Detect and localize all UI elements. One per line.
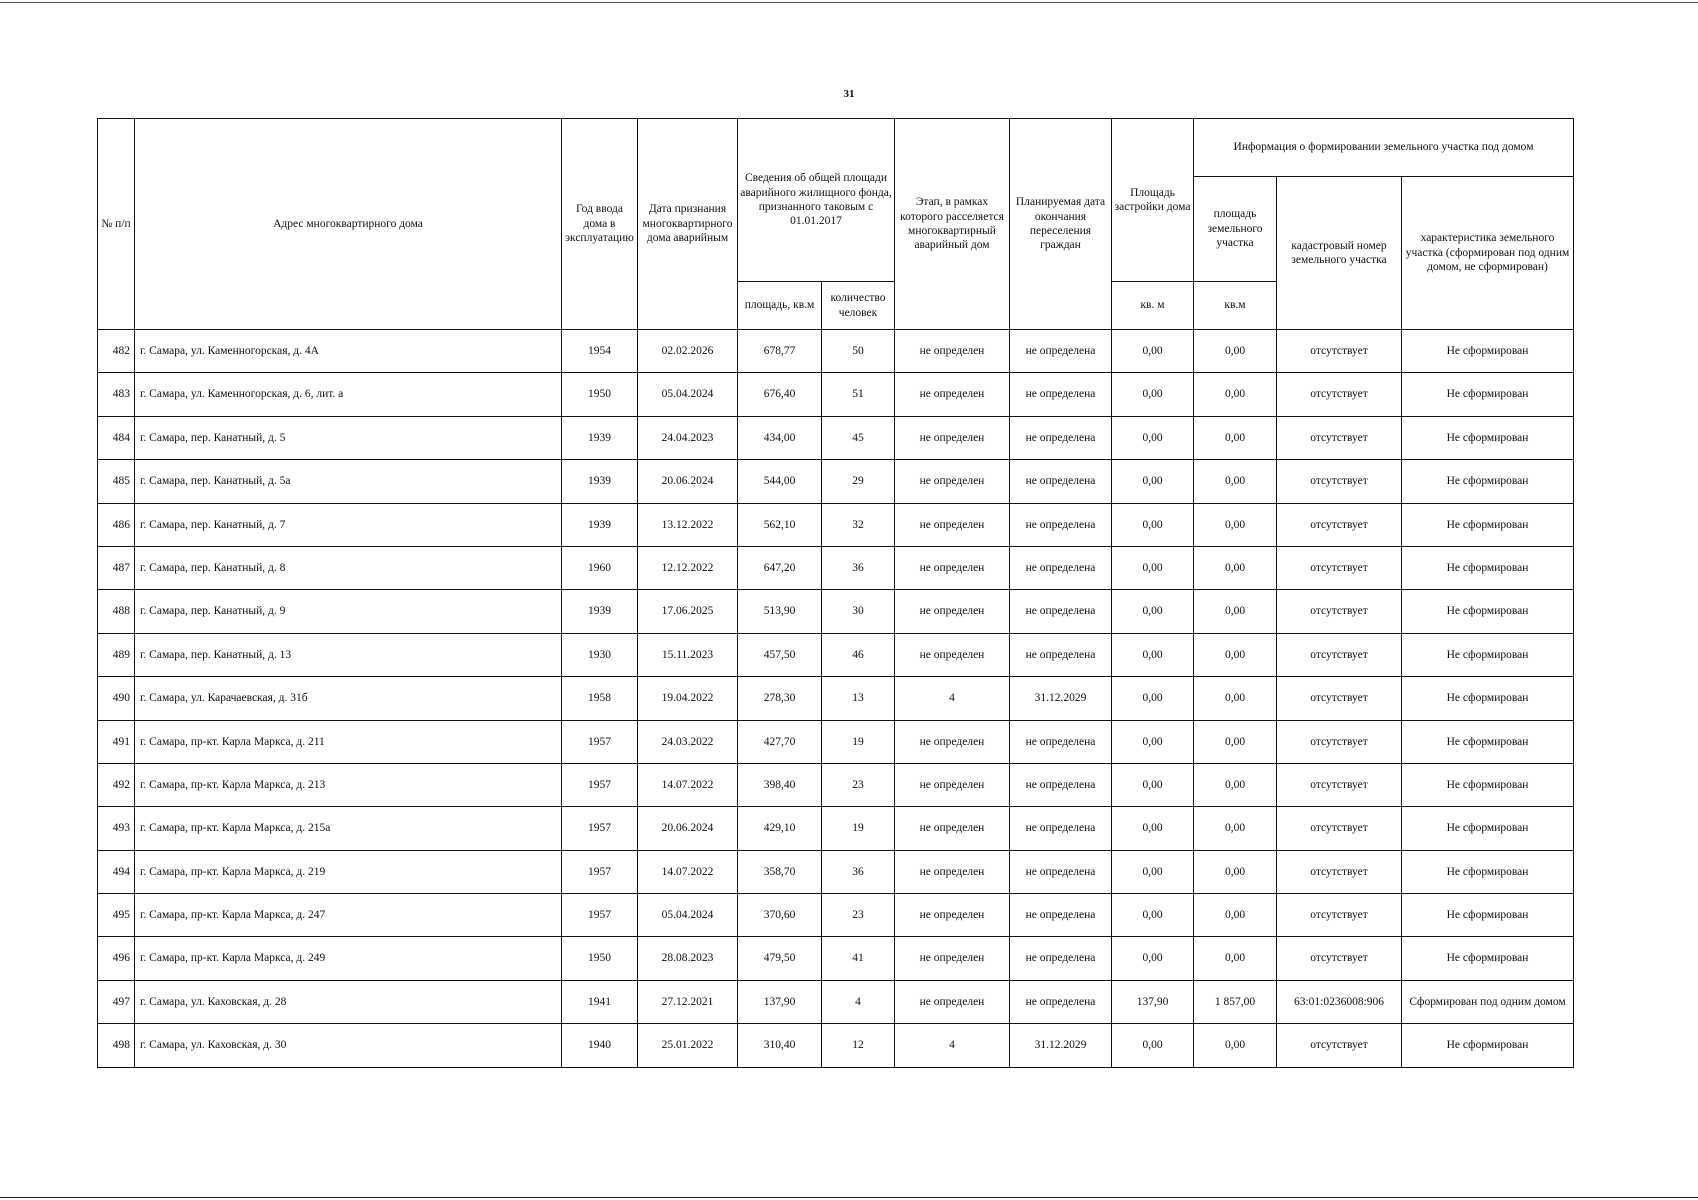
scan-bottom-line [0, 1197, 1698, 1198]
row-people: 50 [822, 330, 895, 373]
row-land-area: 0,00 [1194, 1024, 1277, 1067]
row-land-area: 0,00 [1194, 373, 1277, 416]
row-number: 495 [98, 894, 135, 937]
row-characteristic: Не сформирован [1402, 460, 1574, 503]
row-stage: не определен [895, 416, 1010, 459]
row-address: г. Самара, ул. Каховская, д. 28 [135, 980, 562, 1023]
row-year: 1957 [562, 894, 638, 937]
row-build-area: 0,00 [1112, 807, 1194, 850]
row-people: 23 [822, 763, 895, 806]
row-build-area: 0,00 [1112, 937, 1194, 980]
row-date: 19.04.2022 [638, 677, 738, 720]
table-row [98, 807, 1574, 850]
table-row [98, 590, 1574, 633]
row-people: 12 [822, 1024, 895, 1067]
row-planned-date: 31.12.2029 [1010, 1024, 1112, 1067]
row-year: 1954 [562, 330, 638, 373]
row-area: 678,77 [738, 330, 822, 373]
table-row [98, 416, 1574, 459]
row-stage: не определен [895, 330, 1010, 373]
row-land-area: 0,00 [1194, 937, 1277, 980]
row-land-area: 0,00 [1194, 720, 1277, 763]
row-planned-date: не определена [1010, 937, 1112, 980]
row-address: г. Самара, пер. Канатный, д. 9 [135, 590, 562, 633]
row-characteristic: Не сформирован [1402, 763, 1574, 806]
row-build-area: 0,00 [1112, 677, 1194, 720]
table-row [98, 980, 1574, 1023]
row-area: 429,10 [738, 807, 822, 850]
row-people: 36 [822, 546, 895, 589]
row-area: 370,60 [738, 894, 822, 937]
row-address: г. Самара, пер. Канатный, д. 7 [135, 503, 562, 546]
row-number: 483 [98, 373, 135, 416]
row-number: 482 [98, 330, 135, 373]
row-cadastral: 63:01:0236008:906 [1277, 980, 1402, 1023]
row-date: 24.03.2022 [638, 720, 738, 763]
row-address: г. Самара, пер. Канатный, д. 5а [135, 460, 562, 503]
row-planned-date: не определена [1010, 590, 1112, 633]
row-build-area: 0,00 [1112, 330, 1194, 373]
row-area: 427,70 [738, 720, 822, 763]
row-year: 1939 [562, 416, 638, 459]
row-characteristic: Не сформирован [1402, 330, 1574, 373]
row-date: 14.07.2022 [638, 763, 738, 806]
row-date: 24.04.2023 [638, 416, 738, 459]
row-build-area: 0,00 [1112, 373, 1194, 416]
row-characteristic: Не сформирован [1402, 937, 1574, 980]
row-stage: не определен [895, 807, 1010, 850]
row-stage: не определен [895, 720, 1010, 763]
row-year: 1950 [562, 937, 638, 980]
row-address: г. Самара, ул. Каховская, д. 30 [135, 1024, 562, 1067]
row-characteristic: Сформирован под одним домом [1402, 980, 1574, 1023]
table-body [98, 330, 1574, 1068]
row-characteristic: Не сформирован [1402, 590, 1574, 633]
row-planned-date: не определена [1010, 894, 1112, 937]
row-number: 489 [98, 633, 135, 676]
row-address: г. Самара, пер. Канатный, д. 13 [135, 633, 562, 676]
row-date: 20.06.2024 [638, 460, 738, 503]
row-year: 1939 [562, 503, 638, 546]
table-row [98, 1024, 1574, 1067]
row-cadastral: отсутствует [1277, 1024, 1402, 1067]
row-year: 1960 [562, 546, 638, 589]
row-stage: не определен [895, 633, 1010, 676]
table-row [98, 937, 1574, 980]
row-year: 1939 [562, 590, 638, 633]
row-number: 496 [98, 937, 135, 980]
row-stage: не определен [895, 460, 1010, 503]
row-land-area: 0,00 [1194, 503, 1277, 546]
row-address: г. Самара, ул. Каменногорская, д. 6, лит. а [135, 373, 562, 416]
row-cadastral: отсутствует [1277, 677, 1402, 720]
row-address: г. Самара, пр-кт. Карла Маркса, д. 215а [135, 807, 562, 850]
row-year: 1957 [562, 720, 638, 763]
row-planned-date: не определена [1010, 460, 1112, 503]
row-number: 497 [98, 980, 135, 1023]
row-year: 1950 [562, 373, 638, 416]
table-row [98, 460, 1574, 503]
header-date-recognition: Дата признания многоквартирного дома аварийным [638, 119, 738, 330]
row-characteristic: Не сформирован [1402, 633, 1574, 676]
row-address: г. Самара, пр-кт. Карла Маркса, д. 249 [135, 937, 562, 980]
scan-top-line [0, 2, 1698, 3]
row-build-area: 0,00 [1112, 416, 1194, 459]
row-cadastral: отсутствует [1277, 590, 1402, 633]
header-people: количество человек [822, 282, 895, 330]
header-planned-date: Планируемая дата окончания переселения граждан [1010, 119, 1112, 330]
row-build-area: 0,00 [1112, 460, 1194, 503]
row-land-area: 0,00 [1194, 546, 1277, 589]
row-date: 05.04.2024 [638, 373, 738, 416]
row-people: 19 [822, 807, 895, 850]
row-year: 1958 [562, 677, 638, 720]
row-stage: не определен [895, 546, 1010, 589]
row-area: 647,20 [738, 546, 822, 589]
page-number: 31 [843, 88, 855, 100]
row-date: 13.12.2022 [638, 503, 738, 546]
row-date: 02.02.2026 [638, 330, 738, 373]
row-date: 12.12.2022 [638, 546, 738, 589]
row-date: 17.06.2025 [638, 590, 738, 633]
row-year: 1930 [562, 633, 638, 676]
row-date: 20.06.2024 [638, 807, 738, 850]
row-year: 1941 [562, 980, 638, 1023]
row-date: 14.07.2022 [638, 850, 738, 893]
row-land-area: 0,00 [1194, 416, 1277, 459]
row-build-area: 0,00 [1112, 546, 1194, 589]
row-year: 1957 [562, 850, 638, 893]
row-area: 676,40 [738, 373, 822, 416]
row-area: 310,40 [738, 1024, 822, 1067]
header-cadastral: кадастровый номер земельного участка [1277, 177, 1402, 330]
row-stage: не определен [895, 850, 1010, 893]
row-year: 1957 [562, 763, 638, 806]
row-cadastral: отсутствует [1277, 720, 1402, 763]
row-address: г. Самара, пр-кт. Карла Маркса, д. 213 [135, 763, 562, 806]
row-build-area: 0,00 [1112, 720, 1194, 763]
row-planned-date: не определена [1010, 720, 1112, 763]
row-people: 32 [822, 503, 895, 546]
row-planned-date: не определена [1010, 373, 1112, 416]
header-land-area: площадь земельного участка [1194, 177, 1277, 282]
row-planned-date: не определена [1010, 416, 1112, 459]
row-number: 493 [98, 807, 135, 850]
row-address: г. Самара, пр-кт. Карла Маркса, д. 247 [135, 894, 562, 937]
row-number: 490 [98, 677, 135, 720]
header-unit-land: кв.м [1194, 282, 1277, 330]
row-cadastral: отсутствует [1277, 546, 1402, 589]
table-row [98, 633, 1574, 676]
header-area-sq: площадь, кв.м [738, 282, 822, 330]
row-cadastral: отсутствует [1277, 330, 1402, 373]
row-planned-date: 31.12.2029 [1010, 677, 1112, 720]
row-characteristic: Не сформирован [1402, 807, 1574, 850]
row-cadastral: отсутствует [1277, 373, 1402, 416]
row-stage: не определен [895, 937, 1010, 980]
row-build-area: 137,90 [1112, 980, 1194, 1023]
row-people: 13 [822, 677, 895, 720]
table-row [98, 850, 1574, 893]
row-cadastral: отсутствует [1277, 937, 1402, 980]
header-address: Адрес многоквартирного дома [135, 119, 562, 330]
row-people: 45 [822, 416, 895, 459]
row-build-area: 0,00 [1112, 850, 1194, 893]
row-area: 358,70 [738, 850, 822, 893]
row-number: 487 [98, 546, 135, 589]
row-planned-date: не определена [1010, 546, 1112, 589]
row-area: 137,90 [738, 980, 822, 1023]
row-land-area: 0,00 [1194, 763, 1277, 806]
row-people: 19 [822, 720, 895, 763]
row-build-area: 0,00 [1112, 633, 1194, 676]
row-address: г. Самара, пр-кт. Карла Маркса, д. 211 [135, 720, 562, 763]
table-row [98, 546, 1574, 589]
row-cadastral: отсутствует [1277, 763, 1402, 806]
row-area: 544,00 [738, 460, 822, 503]
row-area: 278,30 [738, 677, 822, 720]
row-address: г. Самара, ул. Каменногорская, д. 4А [135, 330, 562, 373]
row-people: 30 [822, 590, 895, 633]
table-row [98, 373, 1574, 416]
row-characteristic: Не сформирован [1402, 677, 1574, 720]
row-cadastral: отсутствует [1277, 416, 1402, 459]
row-number: 498 [98, 1024, 135, 1067]
row-people: 29 [822, 460, 895, 503]
header-build-area: Площадь застройки дома [1112, 119, 1194, 282]
table-row [98, 894, 1574, 937]
row-land-area: 0,00 [1194, 460, 1277, 503]
row-area: 513,90 [738, 590, 822, 633]
row-area: 434,00 [738, 416, 822, 459]
row-stage: не определен [895, 763, 1010, 806]
row-people: 41 [822, 937, 895, 980]
row-address: г. Самара, пр-кт. Карла Маркса, д. 219 [135, 850, 562, 893]
row-land-area: 0,00 [1194, 894, 1277, 937]
row-stage: не определен [895, 503, 1010, 546]
row-cadastral: отсутствует [1277, 894, 1402, 937]
row-area: 457,50 [738, 633, 822, 676]
row-cadastral: отсутствует [1277, 633, 1402, 676]
row-characteristic: Не сформирован [1402, 416, 1574, 459]
row-characteristic: Не сформирован [1402, 503, 1574, 546]
row-build-area: 0,00 [1112, 503, 1194, 546]
row-number: 492 [98, 763, 135, 806]
table-row [98, 677, 1574, 720]
row-characteristic: Не сформирован [1402, 850, 1574, 893]
row-planned-date: не определена [1010, 330, 1112, 373]
row-year: 1957 [562, 807, 638, 850]
row-planned-date: не определена [1010, 850, 1112, 893]
header-area-info: Сведения об общей площади аварийного жилищного фонда, признанного таковым с 01.01.2017 [738, 119, 895, 282]
row-characteristic: Не сформирован [1402, 720, 1574, 763]
row-planned-date: не определена [1010, 503, 1112, 546]
row-date: 28.08.2023 [638, 937, 738, 980]
row-year: 1939 [562, 460, 638, 503]
row-cadastral: отсутствует [1277, 503, 1402, 546]
row-address: г. Самара, пер. Канатный, д. 5 [135, 416, 562, 459]
row-area: 398,40 [738, 763, 822, 806]
row-build-area: 0,00 [1112, 1024, 1194, 1067]
row-land-area: 1 857,00 [1194, 980, 1277, 1023]
row-number: 488 [98, 590, 135, 633]
row-cadastral: отсутствует [1277, 807, 1402, 850]
row-stage: не определен [895, 894, 1010, 937]
row-cadastral: отсутствует [1277, 850, 1402, 893]
row-cadastral: отсутствует [1277, 460, 1402, 503]
table-row [98, 720, 1574, 763]
row-people: 51 [822, 373, 895, 416]
row-stage: 4 [895, 677, 1010, 720]
row-date: 25.01.2022 [638, 1024, 738, 1067]
emergency-housing-table [97, 118, 1574, 1068]
row-stage: не определен [895, 590, 1010, 633]
row-planned-date: не определена [1010, 980, 1112, 1023]
row-characteristic: Не сформирован [1402, 546, 1574, 589]
row-characteristic: Не сформирован [1402, 373, 1574, 416]
row-planned-date: не определена [1010, 807, 1112, 850]
row-characteristic: Не сформирован [1402, 1024, 1574, 1067]
row-planned-date: не определена [1010, 763, 1112, 806]
row-address: г. Самара, пер. Канатный, д. 8 [135, 546, 562, 589]
row-land-area: 0,00 [1194, 330, 1277, 373]
row-land-area: 0,00 [1194, 850, 1277, 893]
row-land-area: 0,00 [1194, 633, 1277, 676]
row-year: 1940 [562, 1024, 638, 1067]
row-characteristic: Не сформирован [1402, 894, 1574, 937]
row-people: 46 [822, 633, 895, 676]
header-year: Год ввода дома в эксплуатацию [562, 119, 638, 330]
row-number: 486 [98, 503, 135, 546]
header-stage: Этап, в рамках которого расселяется многоквартирный аварийный дом [895, 119, 1010, 330]
row-number: 484 [98, 416, 135, 459]
header-unit-build: кв. м [1112, 282, 1194, 330]
row-number: 494 [98, 850, 135, 893]
row-land-area: 0,00 [1194, 677, 1277, 720]
row-people: 4 [822, 980, 895, 1023]
row-number: 485 [98, 460, 135, 503]
table-row [98, 763, 1574, 806]
row-build-area: 0,00 [1112, 894, 1194, 937]
row-land-area: 0,00 [1194, 807, 1277, 850]
row-build-area: 0,00 [1112, 763, 1194, 806]
row-stage: не определен [895, 373, 1010, 416]
row-date: 27.12.2021 [638, 980, 738, 1023]
row-number: 491 [98, 720, 135, 763]
row-land-area: 0,00 [1194, 590, 1277, 633]
table-row [98, 503, 1574, 546]
header-num: № п/п [98, 119, 135, 330]
header-characteristic: характеристика земельного участка (сформирован под одним домом, не сформирован) [1402, 177, 1574, 330]
table-row [98, 330, 1574, 373]
row-stage: не определен [895, 980, 1010, 1023]
row-stage: 4 [895, 1024, 1010, 1067]
row-date: 05.04.2024 [638, 894, 738, 937]
row-build-area: 0,00 [1112, 590, 1194, 633]
row-people: 36 [822, 850, 895, 893]
row-area: 562,10 [738, 503, 822, 546]
row-people: 23 [822, 894, 895, 937]
row-date: 15.11.2023 [638, 633, 738, 676]
header-land-info: Информация о формировании земельного участка под домом [1194, 119, 1574, 177]
row-address: г. Самара, ул. Карачаевская, д. 31б [135, 677, 562, 720]
row-planned-date: не определена [1010, 633, 1112, 676]
row-area: 479,50 [738, 937, 822, 980]
